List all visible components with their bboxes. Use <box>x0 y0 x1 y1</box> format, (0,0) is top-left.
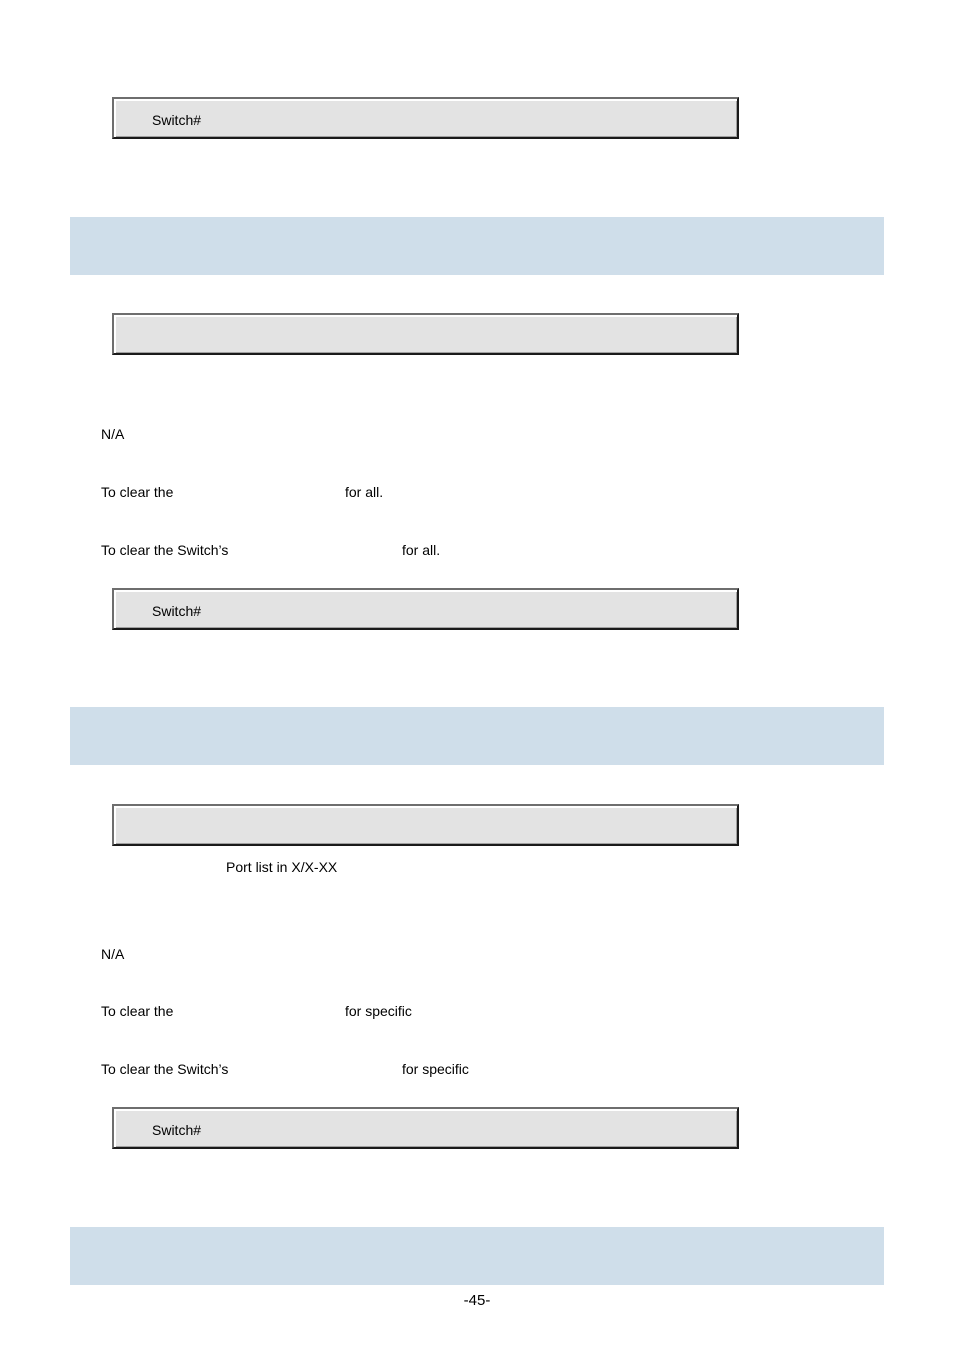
usage-line-end: for all. <box>402 542 441 558</box>
usage-line-start: To clear the Switch’s <box>101 542 229 558</box>
example-command-box <box>112 97 739 139</box>
section-heading-band <box>70 707 884 765</box>
default-value: N/A <box>101 946 125 962</box>
usage-line-end: for all. <box>345 484 384 500</box>
default-value: N/A <box>101 426 125 442</box>
example-command-box <box>112 1107 739 1149</box>
page-number: -45- <box>463 1292 491 1309</box>
example-command-box <box>112 588 739 630</box>
command-syntax-box <box>112 804 739 846</box>
parameter-description: Port list in X/X-XX <box>226 859 338 875</box>
usage-line-end: for specific <box>402 1061 469 1077</box>
usage-line-start: To clear the Switch’s <box>101 1061 229 1077</box>
section-heading-band <box>70 1227 884 1285</box>
usage-line-start: To clear the <box>101 1003 174 1019</box>
command-syntax-box <box>112 313 739 355</box>
example-prompt: Switch# <box>152 1122 202 1138</box>
section-heading-band <box>70 217 884 275</box>
example-prompt: Switch# <box>152 603 202 619</box>
usage-line-start: To clear the <box>101 484 174 500</box>
example-prompt: Switch# <box>152 112 202 128</box>
usage-line-end: for specific <box>345 1003 412 1019</box>
